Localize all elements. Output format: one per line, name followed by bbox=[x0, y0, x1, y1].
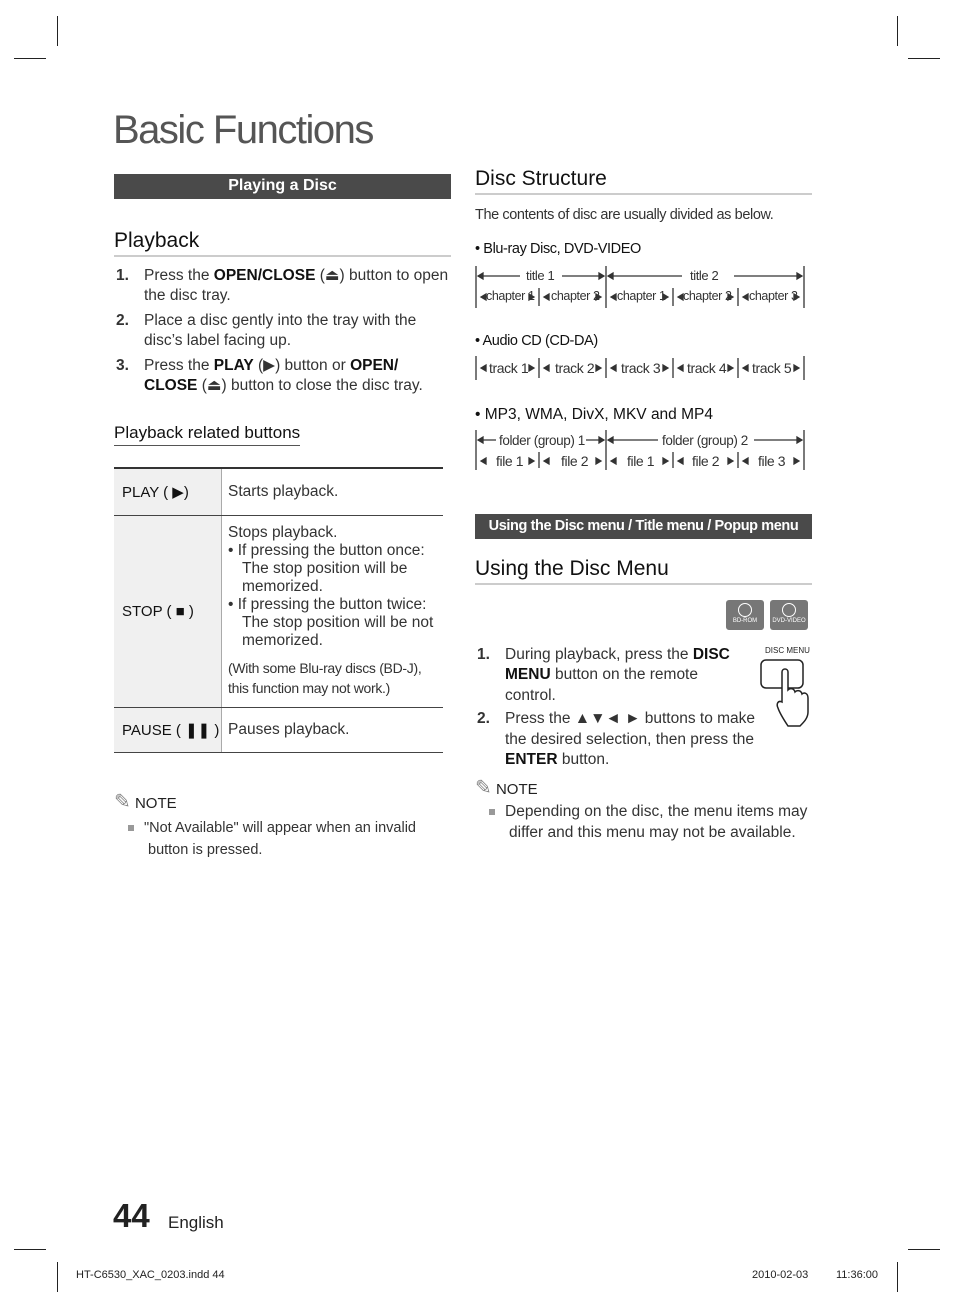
section-band-disc-menu: Using the Disc menu / Title menu / Popup menu bbox=[475, 514, 812, 539]
dm-step-1-line-1: During playback, press the DISC bbox=[505, 646, 730, 663]
heading-rule bbox=[475, 583, 812, 585]
stop-desc-line: memorized. bbox=[242, 578, 323, 595]
hand-pressing-button-icon bbox=[758, 656, 814, 728]
crop-mark bbox=[908, 58, 940, 59]
table-row bbox=[114, 707, 443, 752]
square-bullet-icon bbox=[128, 825, 134, 831]
language-label: English bbox=[168, 1213, 224, 1232]
step-3-line-2: CLOSE (⏏) button to close the disc tray. bbox=[144, 377, 423, 394]
stop-desc-line: Stops playback. bbox=[228, 524, 338, 541]
note-line: Depending on the disc, the menu items may bbox=[505, 803, 808, 820]
step-2-line-2: disc’s label facing up. bbox=[144, 332, 292, 349]
dm-step-2-line-3: ENTER button. bbox=[505, 751, 610, 768]
note-line: button is pressed. bbox=[148, 842, 263, 858]
dm-step-1-line-2: MENU button on the remote bbox=[505, 666, 698, 683]
track-label: track 1 bbox=[489, 360, 529, 376]
pencil-icon: ✎ bbox=[475, 777, 492, 799]
step-number: 2. bbox=[116, 312, 129, 329]
title-label: title 2 bbox=[690, 268, 719, 283]
playback-heading: Playback bbox=[114, 229, 200, 252]
step-number: 1. bbox=[116, 267, 129, 284]
remote-button-caption: DISC MENU bbox=[765, 646, 810, 655]
step-number: 3. bbox=[116, 357, 129, 374]
bd-rom-icon bbox=[726, 600, 764, 630]
play-desc: Starts playback. bbox=[222, 468, 444, 515]
note-line: differ and this menu may not be available. bbox=[509, 824, 796, 841]
stop-key: STOP ( ■ ) bbox=[114, 515, 222, 707]
file-label: file 3 bbox=[758, 453, 786, 469]
playback-buttons-table bbox=[114, 467, 443, 753]
table-row bbox=[114, 468, 443, 515]
crop-mark bbox=[57, 16, 58, 46]
dvd-video-icon bbox=[770, 600, 808, 630]
audio-cd-label: • Audio CD (CD-DA) bbox=[475, 333, 598, 349]
disc-structure-heading: Disc Structure bbox=[475, 167, 607, 190]
section-band-playing-disc: Playing a Disc bbox=[114, 174, 451, 199]
chapter-label: chapter 2 bbox=[551, 289, 600, 303]
note-right bbox=[475, 775, 538, 800]
step-number: 1. bbox=[477, 646, 490, 663]
play-key: PLAY ( ▶) bbox=[114, 468, 222, 515]
step-3-line-1: Press the PLAY (▶) button or OPEN/ bbox=[144, 357, 399, 374]
crop-mark bbox=[57, 1262, 58, 1292]
disc-menu-heading: Using the Disc Menu bbox=[475, 557, 669, 580]
crop-mark bbox=[897, 16, 898, 46]
file-label: file 2 bbox=[692, 453, 720, 469]
folder-label: folder (group) 1 bbox=[499, 433, 585, 448]
chapter-label: chapter 3 bbox=[749, 289, 798, 303]
related-buttons-heading: Playback related buttons bbox=[114, 423, 300, 446]
stop-desc-line: memorized. bbox=[242, 632, 323, 649]
note-label: NOTE bbox=[134, 795, 177, 812]
file-label: file 2 bbox=[561, 453, 589, 469]
track-label: track 5 bbox=[752, 360, 792, 376]
footer-time: 11:36:00 bbox=[836, 1269, 879, 1281]
step-2-line-1: Place a disc gently into the tray with the bbox=[144, 312, 417, 329]
stop-desc-line: The stop position will be bbox=[242, 560, 408, 577]
mp3-label: • MP3, WMA, DivX, MKV and MP4 bbox=[475, 406, 713, 423]
track-label: track 2 bbox=[555, 360, 595, 376]
disc-menu-steps bbox=[477, 645, 757, 775]
stop-desc-line: • If pressing the button once: bbox=[228, 542, 425, 559]
crop-mark bbox=[908, 1249, 940, 1250]
square-bullet-icon bbox=[489, 809, 495, 815]
folder-label: folder (group) 2 bbox=[662, 433, 748, 448]
dm-step-2-line-2: the desired selection, then press the bbox=[505, 731, 755, 748]
chapter-label: chapter 2 bbox=[683, 289, 732, 303]
crop-mark bbox=[897, 1262, 898, 1292]
chapter-label: chapter 1 bbox=[617, 289, 666, 303]
note-left bbox=[114, 789, 177, 814]
note-right-item bbox=[489, 801, 814, 843]
title-label: title 1 bbox=[526, 268, 555, 283]
icon-caption: DVD-VIDEO bbox=[772, 618, 806, 624]
stop-desc bbox=[222, 515, 444, 707]
file-label: file 1 bbox=[627, 453, 655, 469]
dm-step-2-line-1: Press the ▲▼◄ ► buttons to make bbox=[505, 710, 756, 727]
pencil-icon: ✎ bbox=[114, 791, 131, 813]
dm-step-1-line-3: control. bbox=[505, 687, 556, 704]
disc-structure-intro: The contents of disc are usually divided as below. bbox=[475, 207, 774, 223]
file-label: file 1 bbox=[496, 453, 524, 469]
bluray-label: • Blu-ray Disc, DVD-VIDEO bbox=[475, 241, 641, 257]
heading-rule bbox=[475, 193, 812, 195]
step-1-line-2: the disc tray. bbox=[144, 287, 231, 304]
heading-rule bbox=[114, 255, 451, 257]
chapter-label: chapter 1 bbox=[486, 289, 535, 303]
crop-mark bbox=[14, 58, 46, 59]
note-left-item bbox=[128, 817, 448, 861]
table-row bbox=[114, 515, 443, 707]
track-label: track 4 bbox=[687, 360, 727, 376]
footer-date: 2010-02-03 bbox=[752, 1269, 809, 1281]
stop-desc-line: The stop position will be not bbox=[242, 614, 434, 631]
stop-desc-line: • If pressing the button twice: bbox=[228, 596, 427, 613]
icon-caption: BD-ROM bbox=[732, 618, 758, 624]
page-number: 44 bbox=[113, 1197, 150, 1234]
page-title: Basic Functions bbox=[113, 108, 373, 152]
footer-filename: HT-C6530_XAC_0203.indd 44 bbox=[76, 1269, 225, 1281]
step-1-line-1: Press the OPEN/CLOSE (⏏) button to open bbox=[144, 267, 449, 284]
note-label: NOTE bbox=[495, 781, 538, 798]
playback-steps bbox=[116, 266, 451, 396]
stop-desc-note: (With some Blu-ray discs (BD-J), bbox=[228, 660, 422, 676]
pause-key: PAUSE ( ❚❚ ) bbox=[114, 707, 222, 752]
track-label: track 3 bbox=[621, 360, 661, 376]
note-line: "Not Available" will appear when an invalid bbox=[144, 820, 416, 836]
stop-desc-note: this function may not work.) bbox=[228, 680, 390, 696]
step-number: 2. bbox=[477, 710, 490, 727]
pause-desc: Pauses playback. bbox=[222, 707, 444, 752]
crop-mark bbox=[14, 1249, 46, 1250]
